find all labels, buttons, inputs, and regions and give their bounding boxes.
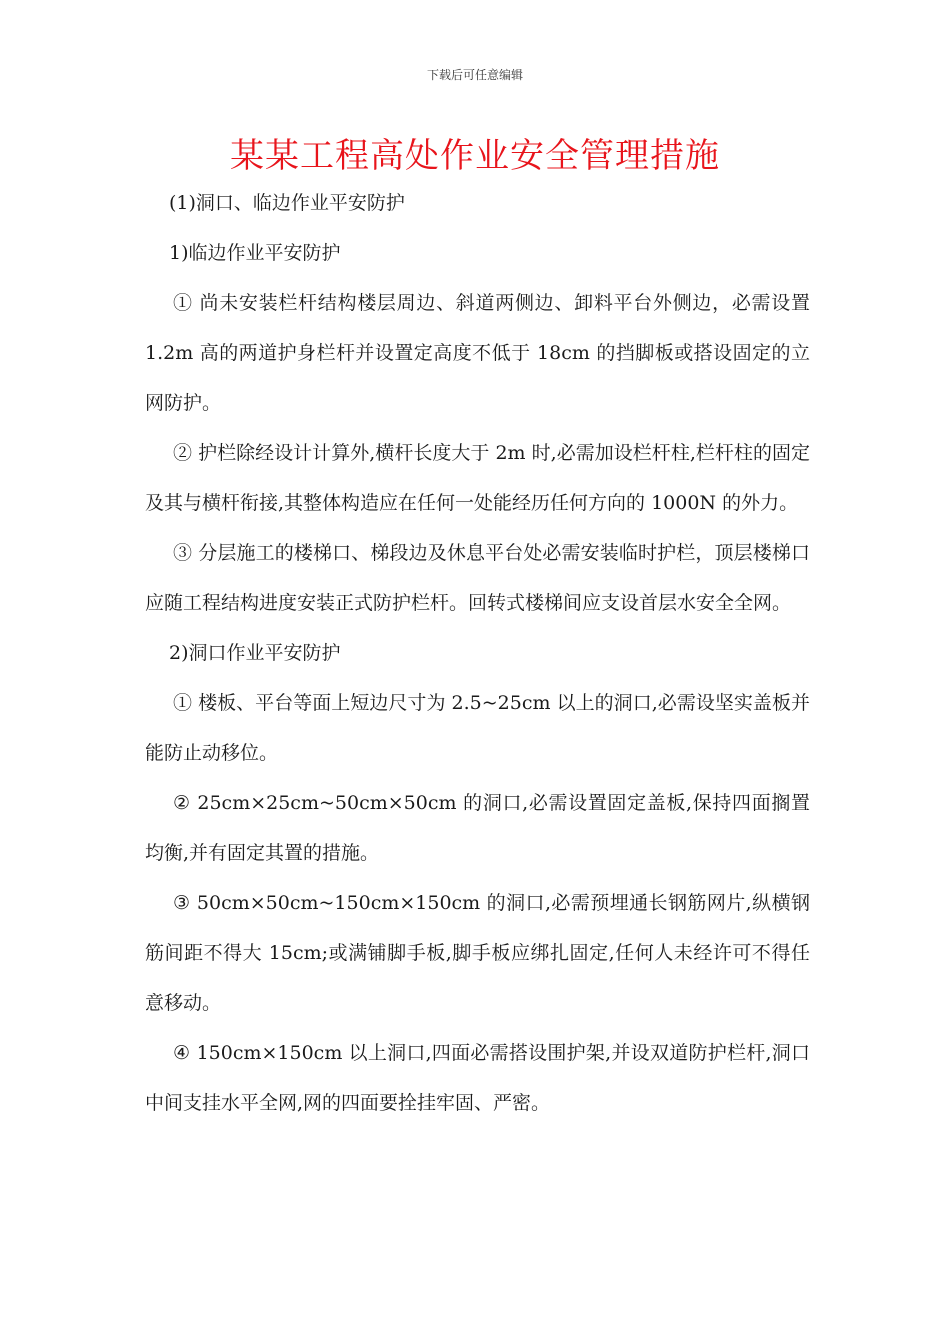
list-item: ③ 分层施工的楼梯口、梯段边及休息平台处必需安装临时护栏，顶层楼梯口应随工程结构进度安装正式防护栏杆。回转式楼梯间应支设首层水安全全网。	[145, 542, 810, 614]
document-title: 某某工程高处作业安全管理措施	[230, 136, 720, 176]
section-heading: (1)洞口、临边作业平安防护	[169, 192, 405, 214]
list-item: ④ 150cm×150cm 以上洞口,四面必需搭设围护架,并设双道防护栏杆,洞口中间支挂水平全网,网的四面要拴挂牢固、严密。	[145, 1042, 810, 1114]
list-item: ② 护栏除经设计计算外,横杆长度大于 2m 时,必需加设栏杆柱,栏杆柱的固定及其与横杆衔接,其整体构造应在任何一处能经历任何方向的 1000N 的外力。	[145, 442, 810, 514]
subsection-heading: 2)洞口作业平安防护	[169, 642, 341, 664]
list-item: ① 尚未安装栏杆结构楼层周边、斜道两侧边、卸料平台外侧边，必需设置 1.2m 高的两道护身栏杆并设置定高度不低于 18cm 的挡脚板或搭设固定的立网防护。	[145, 292, 810, 414]
list-item: ① 楼板、平台等面上短边尺寸为 2.5~25cm 以上的洞口,必需设坚实盖板并能防止动移位。	[145, 692, 810, 764]
list-item: ③ 50cm×50cm~150cm×150cm 的洞口,必需预埋通长钢筋网片,纵横钢筋间距不得大 15cm;或满铺脚手板,脚手板应绑扎固定,任何人未经许可不得任意移动。	[145, 892, 810, 1014]
subsection-heading: 1)临边作业平安防护	[169, 242, 341, 264]
document-body	[145, 178, 810, 1128]
list-item: ② 25cm×25cm~50cm×50cm 的洞口,必需设置固定盖板,保持四面搁置均衡,并有固定其置的措施。	[145, 792, 810, 864]
header-note: 下载后可任意编辑	[426, 68, 523, 82]
